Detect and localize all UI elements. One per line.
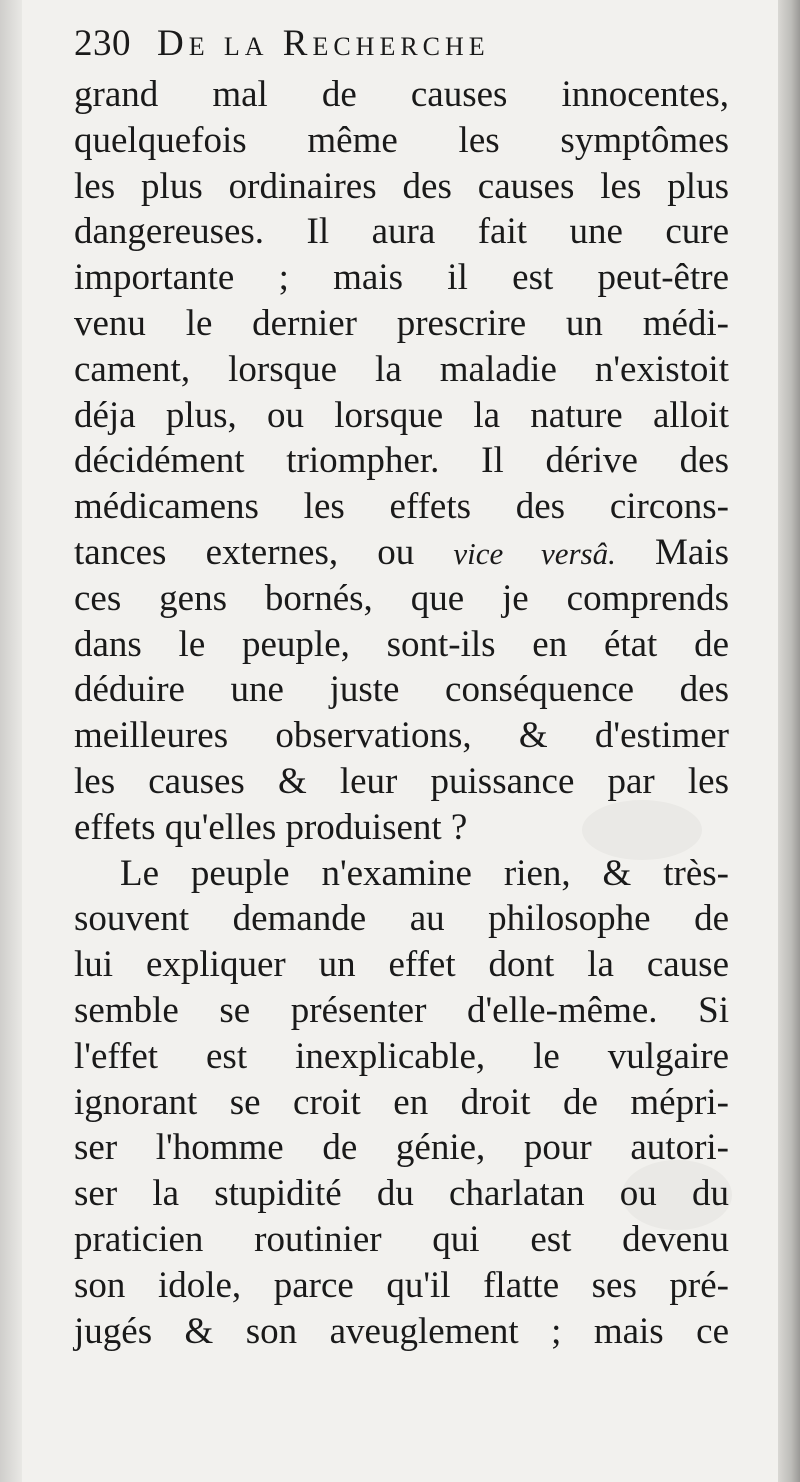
text-line: semble se présenter d'elle-même. Si: [74, 989, 729, 1031]
page-left-margin: [0, 0, 22, 1482]
text-line: ces gens bornés, que je comprends: [74, 577, 729, 619]
text-line: dans le peuple, sont-ils en état de: [74, 623, 729, 665]
text-line: déja plus, ou lorsque la nature alloit: [74, 394, 729, 436]
page-right-edge: [778, 0, 800, 1482]
text-line: son idole, parce qu'il flatte ses pré-: [74, 1264, 729, 1306]
text-line: effets qu'elles produisent ?: [74, 806, 468, 848]
line-text: Mais: [615, 531, 729, 573]
text-line: médicamens les effets des circons-: [74, 486, 729, 528]
running-title: De la Recherche: [157, 23, 490, 64]
text-line: praticien routinier qui est devenu: [74, 1218, 729, 1260]
text-line: les plus ordinaires des causes les plus: [74, 165, 729, 207]
text-line: grand mal de causes innocentes,: [74, 74, 729, 115]
text-line: quelquefois même les symptômes: [74, 119, 729, 161]
text-line: ser l'homme de génie, pour autori-: [74, 1127, 729, 1169]
text-line: jugés & son aveuglement ; mais ce: [74, 1310, 729, 1352]
text-line: importante ; mais il est peut-être: [74, 257, 729, 299]
text-line: meilleures observations, & d'estimer: [74, 715, 729, 757]
text-line: dangereuses. Il aura fait une cure: [74, 211, 729, 253]
italic-phrase: vice versâ.: [453, 535, 616, 571]
page-number: 230: [74, 23, 131, 64]
text-line: Le peuple n'examine rien, & très-: [120, 852, 729, 894]
page-text: [74, 22, 729, 1354]
text-line: lui expliquer un effet dont la cause: [74, 944, 729, 986]
paragraph-2: [74, 851, 729, 1355]
text-line: les causes & leur puissance par les: [74, 760, 729, 802]
running-head: [74, 22, 729, 72]
text-line: déduire une juste conséquence des: [74, 669, 729, 711]
text-line: l'effet est inexplicable, le vulgaire: [74, 1035, 729, 1077]
line-text: tances externes, ou: [74, 531, 454, 573]
text-line: cament, lorsque la maladie n'existoit: [74, 348, 729, 390]
text-line: décidément triompher. Il dérive des: [74, 440, 729, 482]
text-line: [74, 530, 729, 576]
text-line: ser la stupidité du charlatan ou du: [74, 1173, 729, 1215]
paragraph-1: [74, 72, 729, 851]
text-line: souvent demande au philosophe de: [74, 898, 729, 940]
text-line: ignorant se croit en droit de mépri-: [74, 1081, 729, 1123]
text-line: venu le dernier prescrire un médi-: [74, 302, 729, 344]
